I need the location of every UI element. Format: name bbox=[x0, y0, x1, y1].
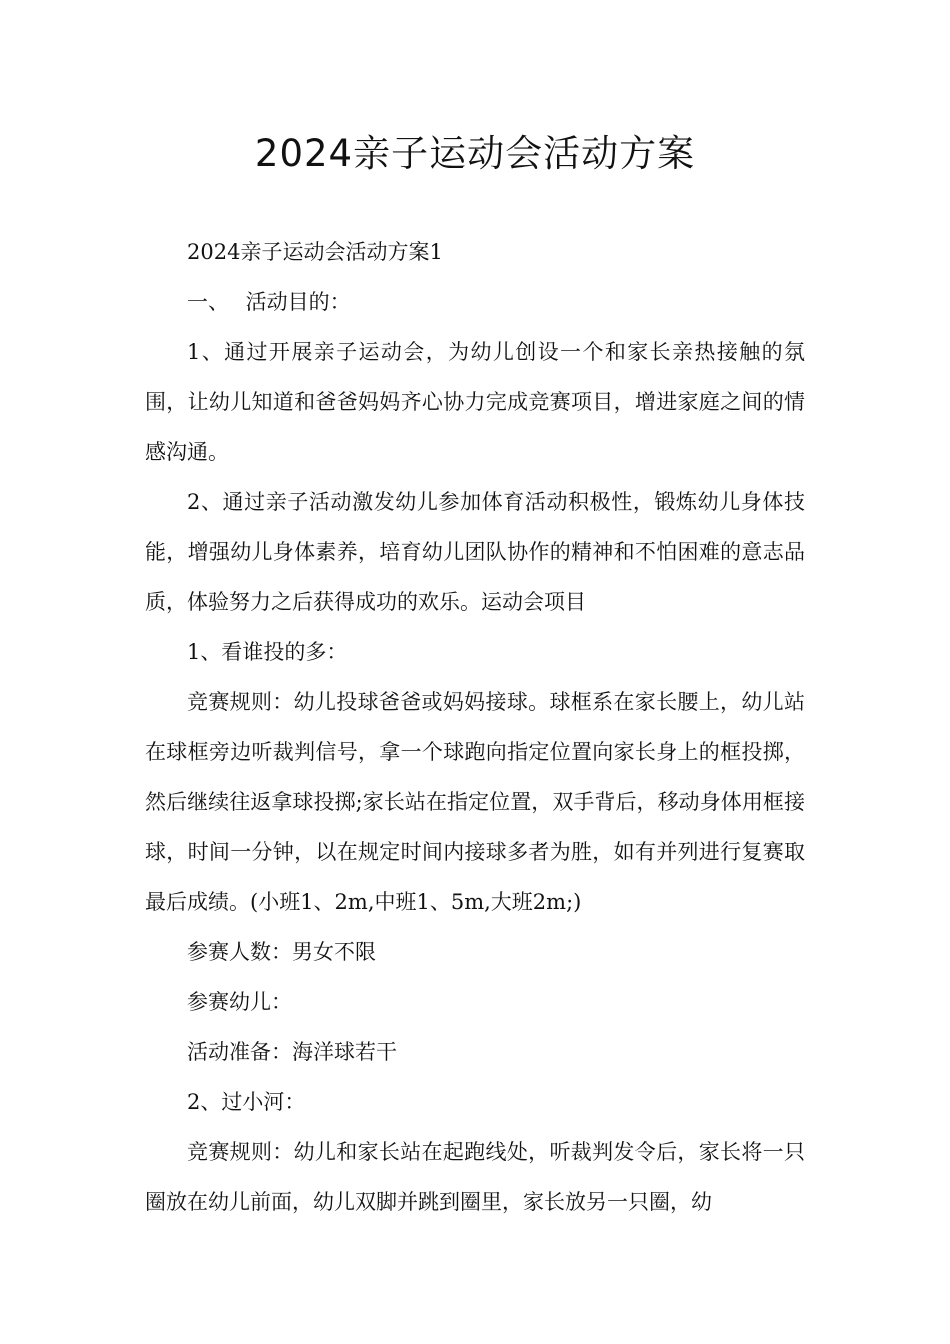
paragraph: 竞赛规则：幼儿和家长站在起跑线处，听裁判发令后，家长将一只圈放在幼儿前面，幼儿双脚并跳到圈里，家长放另一只圈，幼 bbox=[145, 1140, 805, 1214]
paragraph: 2、通过亲子活动激发幼儿参加体育活动积极性，锻炼幼儿身体技能，增强幼儿身体素养，培育幼儿团队协作的精神和不怕困难的意志品质，体验努力之后获得成功的欢乐。运动会项目 bbox=[145, 490, 805, 614]
document-body bbox=[145, 227, 805, 1227]
paragraph: 竞赛规则：幼儿投球爸爸或妈妈接球。球框系在家长腰上，幼儿站在球框旁边听裁判信号，拿一个球跑向指定位置向家长身上的框投掷，然后继续往返拿球投掷;家长站在指定位置，双手背后，移动身体用框接球，时间一分钟，以在规定时间内接球多者为胜，如有并列进行复赛取最后成绩。(小班1、2m,中班1、5m,大班2m;) bbox=[145, 690, 805, 914]
item-heading: 2、过小河： bbox=[187, 1090, 306, 1114]
section-heading: 2024亲子运动会活动方案1 bbox=[187, 240, 443, 264]
paragraph: 活动准备：海洋球若干 bbox=[187, 1040, 397, 1064]
subsection-heading: 一、 活动目的： bbox=[187, 290, 351, 314]
item-heading: 1、看谁投的多： bbox=[187, 640, 348, 664]
paragraph: 参赛人数：男女不限 bbox=[187, 940, 376, 964]
document-title: 2024亲子运动会活动方案 bbox=[254, 132, 696, 175]
paragraph: 1、通过开展亲子运动会，为幼儿创设一个和家长亲热接触的氛围，让幼儿知道和爸爸妈妈齐心协力完成竞赛项目，增进家庭之间的情感沟通。 bbox=[145, 340, 805, 464]
paragraph: 参赛幼儿： bbox=[187, 990, 292, 1014]
